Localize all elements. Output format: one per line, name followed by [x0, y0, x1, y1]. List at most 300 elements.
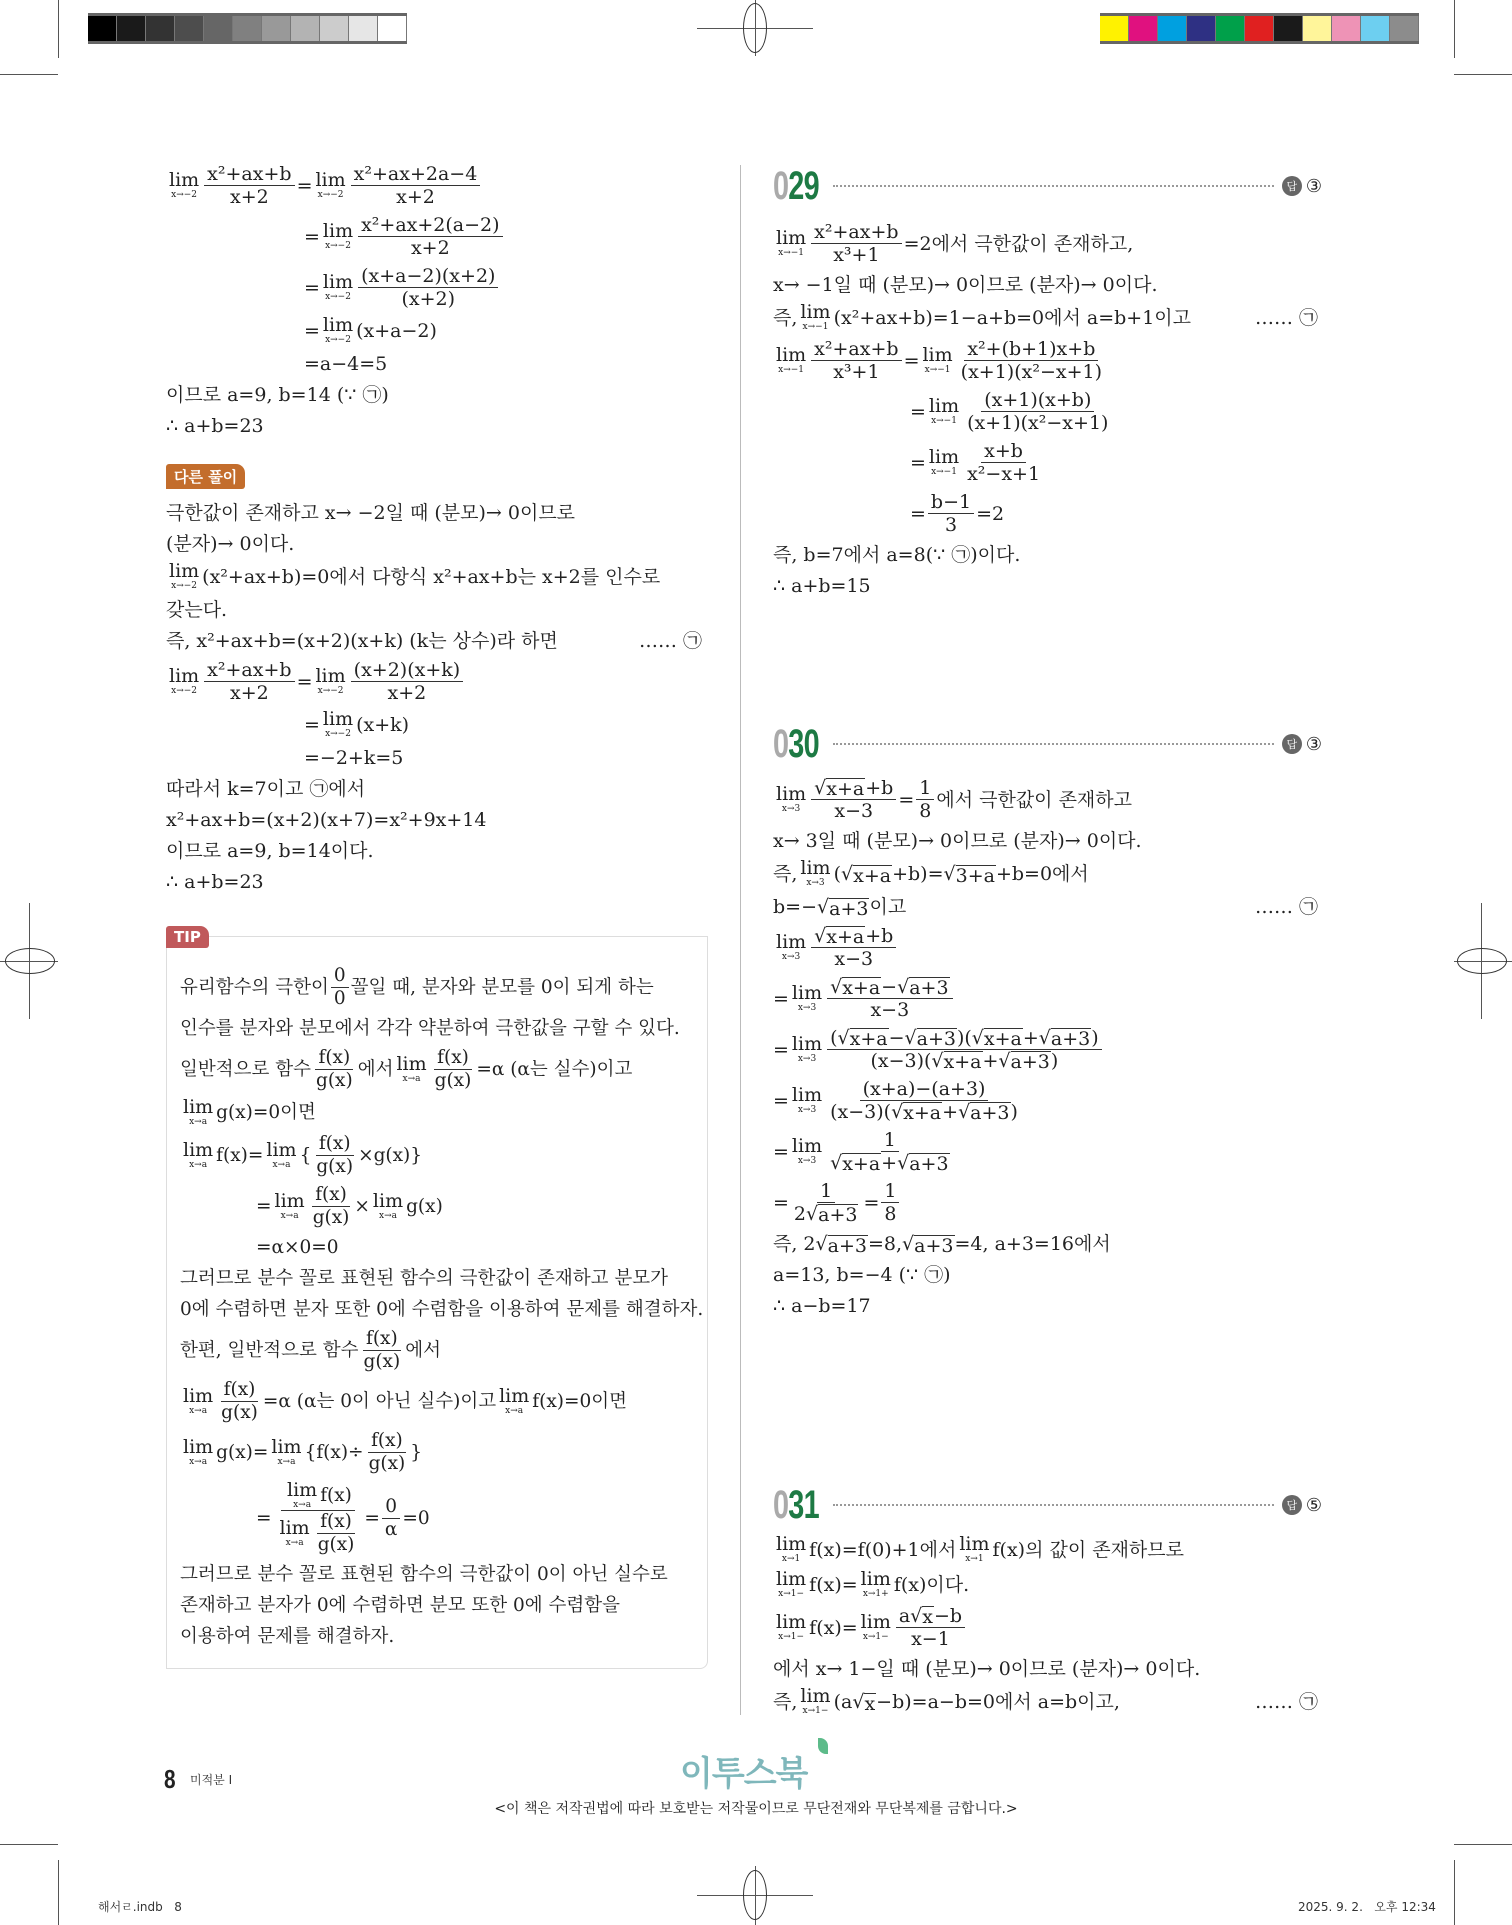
math-line	[773, 1259, 1322, 1290]
print-date: 2025. 9. 2. 오후 12:34	[1298, 1900, 1436, 1914]
numerator	[204, 163, 294, 186]
alt-solution	[166, 497, 706, 897]
text-run: a=13, b=−4 (∵ ㉠)	[773, 1263, 951, 1286]
answer-value: ⑤	[1305, 1494, 1322, 1516]
crop-mark	[0, 1844, 58, 1845]
text-run: (x−3)(	[870, 1050, 932, 1072]
answer-icon: 답	[1282, 176, 1302, 196]
lim-label: lim	[287, 1479, 318, 1501]
limit-subscript: x→a	[280, 1211, 299, 1221]
limit-subscript: x→−2	[325, 241, 351, 251]
math-line	[180, 1294, 704, 1325]
registration-mark	[1457, 948, 1507, 974]
math-line	[180, 1478, 700, 1559]
numerator	[358, 214, 502, 237]
limit-subscript: x→−2	[171, 686, 198, 696]
math-line	[180, 1427, 700, 1478]
text-run: x→ −1일 때 (분모)→ 0이므로 (분자)→ 0이다.	[773, 273, 1158, 296]
text-run: )	[1091, 1027, 1099, 1049]
lim-label: lim	[928, 446, 960, 468]
answer-value: ③	[1305, 175, 1322, 197]
numerator	[964, 338, 1098, 361]
numerator	[860, 1078, 989, 1101]
lim-label: lim	[322, 271, 354, 293]
color-swatch	[1216, 16, 1245, 41]
text-run: (a	[833, 1690, 853, 1713]
text-run: x+b	[984, 440, 1023, 462]
limit-subscript: x→a	[277, 1457, 296, 1467]
radicand: a+3	[909, 977, 949, 999]
text-run: x²+(b+1)x+b	[967, 338, 1096, 360]
denominator	[398, 288, 458, 310]
math-line	[773, 1290, 1322, 1321]
text-run: x³+1	[833, 244, 880, 266]
radicand: a+3	[829, 897, 869, 920]
limit-subscript: x→−1	[802, 322, 829, 332]
radicand: 3+a	[955, 864, 995, 887]
text-run: =8,	[867, 1232, 903, 1255]
answer-value: ③	[1305, 733, 1322, 755]
text-run: x+2	[410, 237, 450, 259]
limit-operator	[271, 1438, 301, 1467]
text-run: x+2	[230, 682, 269, 704]
limit-subscript: x→a	[293, 1500, 312, 1510]
lim-label: lim	[776, 344, 807, 366]
denominator	[393, 186, 438, 208]
text-run: +b=0에서	[995, 862, 1089, 885]
registration-mark	[743, 3, 767, 53]
radical-sign: √	[902, 1232, 915, 1255]
color-swatch	[1303, 16, 1332, 41]
dotted-leader	[833, 185, 1274, 187]
radicand: x+a	[842, 1153, 881, 1175]
fraction	[313, 1133, 356, 1178]
limit-operator	[776, 1570, 806, 1599]
lim-label: lim	[372, 1190, 404, 1212]
radicand: x+a	[842, 977, 881, 999]
radical-sign: √	[814, 925, 827, 947]
denominator	[313, 1070, 356, 1092]
limit-operator	[792, 984, 822, 1013]
limit-subscript: x→1	[781, 1554, 801, 1564]
limit-operator	[861, 1570, 891, 1599]
text-run: f(x)=	[216, 1144, 264, 1166]
limit-operator	[169, 171, 199, 200]
math-line	[166, 348, 706, 379]
solution-028-main	[166, 160, 706, 441]
fraction	[964, 440, 1043, 485]
color-swatch	[1332, 16, 1361, 41]
radicand: a+3	[916, 1028, 956, 1050]
limit-operator	[929, 448, 959, 477]
color-swatch	[320, 16, 349, 41]
denominator	[382, 1519, 401, 1541]
lim-label: lim	[183, 1436, 214, 1458]
square-root	[816, 1232, 868, 1256]
text-run: 0에 수렴하면 분자 또한 0에 수렴함을 이용하여 문제를 해결하자.	[180, 1298, 704, 1320]
square-root	[806, 1203, 858, 1225]
limit-operator	[861, 1613, 891, 1642]
text-run: g(x)=0이면	[216, 1101, 316, 1123]
square-root	[897, 976, 949, 998]
lim-label: lim	[169, 665, 200, 687]
answer	[1282, 1495, 1322, 1516]
text-run: =4, a+3=16에서	[954, 1232, 1111, 1255]
math-line	[180, 1621, 700, 1652]
square-root	[958, 1101, 1010, 1123]
text-run: =0	[402, 1507, 430, 1529]
text-run: 에서	[405, 1339, 441, 1361]
limit-operator	[800, 859, 830, 888]
text-run: x²−x+1	[967, 463, 1041, 485]
limit-subscript: x→a	[379, 1211, 397, 1221]
math-line	[773, 218, 1322, 269]
numerator	[368, 1430, 406, 1453]
square-root	[931, 1050, 982, 1072]
text-run: (x+2)	[401, 288, 456, 310]
limit-operator	[776, 346, 806, 375]
limit-operator	[315, 171, 345, 200]
math-line	[773, 1684, 1322, 1719]
math-line	[180, 1181, 700, 1232]
radicand: a+3	[909, 1153, 949, 1175]
crop-mark	[1454, 1860, 1455, 1925]
numerator	[351, 163, 481, 186]
text-run: +b	[865, 777, 894, 799]
numerator	[881, 1180, 899, 1203]
square-root	[852, 1690, 876, 1714]
limit-operator	[315, 667, 345, 696]
square-root	[814, 777, 865, 799]
limit-operator	[922, 346, 952, 375]
denominator	[964, 463, 1043, 485]
fraction	[811, 777, 896, 822]
denominator	[432, 1070, 475, 1092]
text-run: f(x)	[371, 1430, 403, 1451]
denominator	[916, 800, 934, 822]
math-line	[180, 1232, 700, 1263]
crop-mark	[1454, 0, 1455, 58]
text-run: x²+ax+b	[207, 163, 292, 185]
text-run: (x²+ax+b)=1−a+b=0에서 a=b+1이고	[833, 306, 1192, 329]
math-line	[166, 707, 706, 742]
math-line	[166, 835, 706, 866]
lim-label: lim	[776, 1568, 807, 1590]
text-run: 1	[883, 1129, 896, 1151]
text-run: 이고	[869, 895, 907, 918]
fraction	[218, 1379, 261, 1424]
numerator	[317, 1511, 355, 1534]
text-run: 일반적으로 함수	[180, 1058, 311, 1080]
numerator	[896, 1605, 965, 1628]
fraction	[313, 1047, 356, 1092]
numerator	[382, 1496, 400, 1519]
text-run: 유리함수의 극한이	[180, 976, 329, 998]
math-line	[180, 1130, 700, 1181]
denominator	[227, 682, 272, 704]
text-run: f(x)	[318, 1133, 351, 1154]
fraction	[432, 1047, 475, 1092]
limit-subscript: x→a	[272, 1160, 291, 1170]
math-line	[180, 1559, 700, 1590]
text-run: 한편, 일반적으로 함수	[180, 1339, 359, 1361]
tip-content	[180, 962, 704, 1652]
limit-operator	[499, 1387, 529, 1416]
color-swatch	[233, 16, 262, 41]
math-line	[773, 488, 1322, 539]
text-run: (	[830, 1027, 838, 1049]
solution-031	[773, 1532, 1322, 1719]
crop-mark	[0, 74, 58, 75]
crop-mark	[58, 0, 59, 58]
numerator	[204, 659, 294, 682]
text-run: −b)=a−b=0에서 a=b이고,	[876, 1690, 1120, 1713]
limit-subscript: x→1−	[778, 1589, 805, 1599]
math-line	[180, 1044, 700, 1095]
color-swatch	[378, 16, 407, 41]
square-root	[817, 895, 869, 919]
reference-marker: …… ㉠	[1254, 895, 1318, 918]
limit-operator	[169, 562, 199, 591]
math-line	[773, 539, 1322, 570]
color-swatch	[291, 16, 320, 41]
square-root	[891, 1101, 942, 1123]
radical-sign: √	[815, 1232, 828, 1255]
denominator	[315, 1534, 358, 1556]
text-run: 에서	[357, 1058, 394, 1080]
math-line	[180, 1376, 700, 1427]
text-run: 에서 x→ 1−일 때 (분모)→ 0이므로 (분자)→ 0이다.	[773, 1657, 1201, 1680]
limit-subscript: x→−2	[171, 190, 198, 200]
lim-label: lim	[169, 560, 200, 582]
lim-label: lim	[169, 169, 200, 191]
text-run: 1	[919, 777, 932, 799]
color-swatch-bar	[1100, 13, 1419, 44]
limit-operator	[323, 222, 353, 251]
limit-subscript: x→−2	[325, 292, 351, 302]
math-line	[166, 410, 706, 441]
denominator	[408, 237, 453, 259]
text-run: 이므로 a=9, b=14 (∵ ㉠)	[166, 383, 389, 406]
color-swatch	[1274, 16, 1303, 41]
text-run: f(x)	[365, 1328, 398, 1349]
limit-operator	[792, 1086, 822, 1115]
text-run: g(x)	[221, 1402, 258, 1423]
square-root	[841, 862, 892, 886]
text-run: g(x)=	[216, 1441, 269, 1463]
text-run: =	[910, 502, 926, 525]
limit-subscript: x→3	[797, 1105, 817, 1115]
fraction	[811, 221, 901, 266]
radicand: x+a	[849, 1028, 888, 1050]
math-line	[773, 335, 1322, 386]
text-run: 즉,	[773, 862, 798, 885]
lim-label: lim	[315, 169, 346, 191]
math-line	[773, 774, 1322, 825]
radicand: x+a	[943, 1051, 982, 1073]
text-run: f(x)=f(0)+1에서	[809, 1538, 957, 1561]
math-line	[773, 1228, 1322, 1259]
limit-subscript: x→3	[806, 878, 825, 888]
text-run: b=−	[773, 895, 818, 918]
fraction	[310, 1184, 353, 1229]
text-run: ∴ a−b=17	[773, 1294, 871, 1317]
radicand: x	[922, 1606, 933, 1628]
limit-operator	[287, 1481, 317, 1510]
limit-operator	[183, 1387, 213, 1416]
fraction	[958, 338, 1105, 383]
text-run: f(x)=	[809, 1573, 858, 1596]
text-run: =	[256, 1507, 272, 1529]
limit-operator	[275, 1192, 305, 1221]
numerator	[811, 925, 896, 948]
numerator	[817, 1180, 835, 1203]
text-run: 인수를 분자와 분모에서 각각 약분하여 극한값을 구할 수 있다.	[180, 1017, 680, 1039]
color-swatch	[204, 16, 233, 41]
text-run: ∴ a+b=23	[166, 870, 264, 893]
lim-label: lim	[271, 1436, 302, 1458]
problem-number: 031	[773, 1482, 819, 1527]
numerator	[434, 1047, 472, 1070]
fraction	[358, 265, 498, 310]
limit-subscript: x→a	[189, 1160, 208, 1170]
lim-label: lim	[791, 1084, 823, 1106]
square-root	[905, 1027, 957, 1049]
lim-label: lim	[928, 395, 960, 417]
lim-label: lim	[776, 783, 807, 805]
solution-029	[773, 218, 1322, 601]
math-line	[166, 528, 706, 559]
limit-operator	[776, 1613, 806, 1642]
crop-mark	[58, 1860, 59, 1925]
text-run: =	[304, 225, 320, 248]
limit-subscript: x→−2	[325, 335, 351, 345]
text-run: =2	[976, 502, 1005, 525]
radical-sign: √	[852, 1690, 865, 1713]
math-line	[773, 1126, 1322, 1177]
problem-031-header	[773, 1482, 1322, 1527]
text-run: f(x)	[318, 1047, 351, 1068]
denominator	[827, 1101, 1021, 1123]
lim-label: lim	[776, 931, 807, 953]
file-slug: 해서ㄹ.indb 8	[98, 1900, 182, 1914]
text-run: x−3	[834, 800, 874, 822]
text-run: 따라서 k=7이고 ㉠에서	[166, 777, 366, 800]
square-root	[830, 1152, 881, 1174]
text-run: +	[982, 1050, 999, 1072]
denominator	[227, 186, 272, 208]
text-run: 즉, x²+ax+b=(x+2)(x+k) (k는 상수)라 하면	[166, 629, 558, 652]
text-run: )	[1010, 1101, 1018, 1123]
grayscale-swatch-bar	[88, 13, 407, 44]
radicand: x+a	[983, 1028, 1022, 1050]
fraction	[204, 659, 294, 704]
numerator	[916, 777, 934, 800]
text-run: 즉,	[773, 1690, 798, 1713]
denominator	[867, 1050, 1061, 1072]
limit-subscript: x→−2	[325, 729, 351, 739]
square-root	[838, 1027, 889, 1049]
radical-sign: √	[1038, 1027, 1051, 1049]
math-line	[166, 804, 706, 835]
math-line	[773, 922, 1322, 973]
registration-mark	[5, 948, 55, 974]
logo-leaf-icon	[818, 1738, 828, 1754]
limit-operator	[183, 1141, 213, 1170]
text-run: f(x)	[320, 1511, 352, 1532]
color-swatch	[88, 16, 117, 41]
math-line	[773, 856, 1322, 891]
text-run: 그러므로 분수 꼴로 표현된 함수의 극한값이 0이 아닌 실수로	[180, 1563, 668, 1585]
lim-label: lim	[322, 708, 354, 730]
text-run: 8	[919, 800, 932, 822]
text-run: −	[888, 1027, 905, 1049]
publisher-logo: 이투스북	[680, 1754, 808, 1794]
text-run: g(x)	[315, 1070, 353, 1091]
text-run: (x+1)(x+b)	[984, 389, 1092, 411]
radicand: a+3	[818, 1204, 858, 1226]
text-run: 에서 극한값이 존재하고	[936, 788, 1132, 811]
square-root	[910, 1605, 934, 1627]
text-run: (x+a−2)	[356, 319, 437, 342]
square-root	[972, 1027, 1023, 1049]
text-run: 0	[385, 1496, 398, 1517]
lim-label: lim	[791, 1135, 823, 1157]
fraction	[351, 163, 481, 208]
text-run: g(x)	[312, 1207, 350, 1228]
limit-subscript: x→−1	[778, 248, 805, 258]
math-line	[773, 570, 1322, 601]
text-run: (분자)→ 0이다.	[166, 532, 295, 555]
limit-subscript: x→−2	[317, 190, 344, 200]
math-line	[773, 437, 1322, 488]
fraction	[331, 965, 349, 1010]
text-run: =	[773, 987, 789, 1010]
text-run: b−1	[930, 491, 972, 513]
limit-operator	[959, 1535, 989, 1564]
math-line	[773, 1177, 1322, 1228]
lim-label: lim	[183, 1096, 214, 1118]
fraction	[351, 659, 464, 704]
dotted-leader	[833, 743, 1274, 745]
math-line	[166, 262, 706, 313]
lim-label: lim	[800, 857, 831, 879]
fraction	[827, 976, 952, 1021]
fraction	[827, 1129, 952, 1174]
limit-operator	[800, 1687, 830, 1716]
answer-icon: 답	[1282, 734, 1302, 754]
denominator	[366, 1453, 409, 1475]
solution-030	[773, 774, 1322, 1321]
reference-marker: …… ㉠	[638, 629, 702, 652]
text-run: x+2	[396, 186, 435, 208]
text-run: f(x)	[437, 1047, 469, 1068]
text-run: 즉, b=7에서 a=8(∵ ㉠)이다.	[773, 543, 1021, 566]
text-run: x²+ax+b=(x+2)(x+7)=x²+9x+14	[166, 808, 487, 831]
text-run: x³+1	[833, 361, 880, 383]
limit-operator	[776, 229, 806, 258]
answer-icon: 답	[1282, 1495, 1302, 1515]
text-run: =α×0=0	[256, 1236, 339, 1258]
text-run: ∴ a+b=23	[166, 414, 264, 437]
limit-subscript: x→3	[781, 804, 801, 814]
radical-sign: √	[841, 862, 854, 885]
text-run: x²+ax+b	[207, 659, 292, 681]
text-run: a	[898, 1605, 911, 1627]
color-swatch	[1100, 16, 1129, 41]
numerator	[331, 965, 349, 988]
text-run: =	[773, 1038, 789, 1061]
